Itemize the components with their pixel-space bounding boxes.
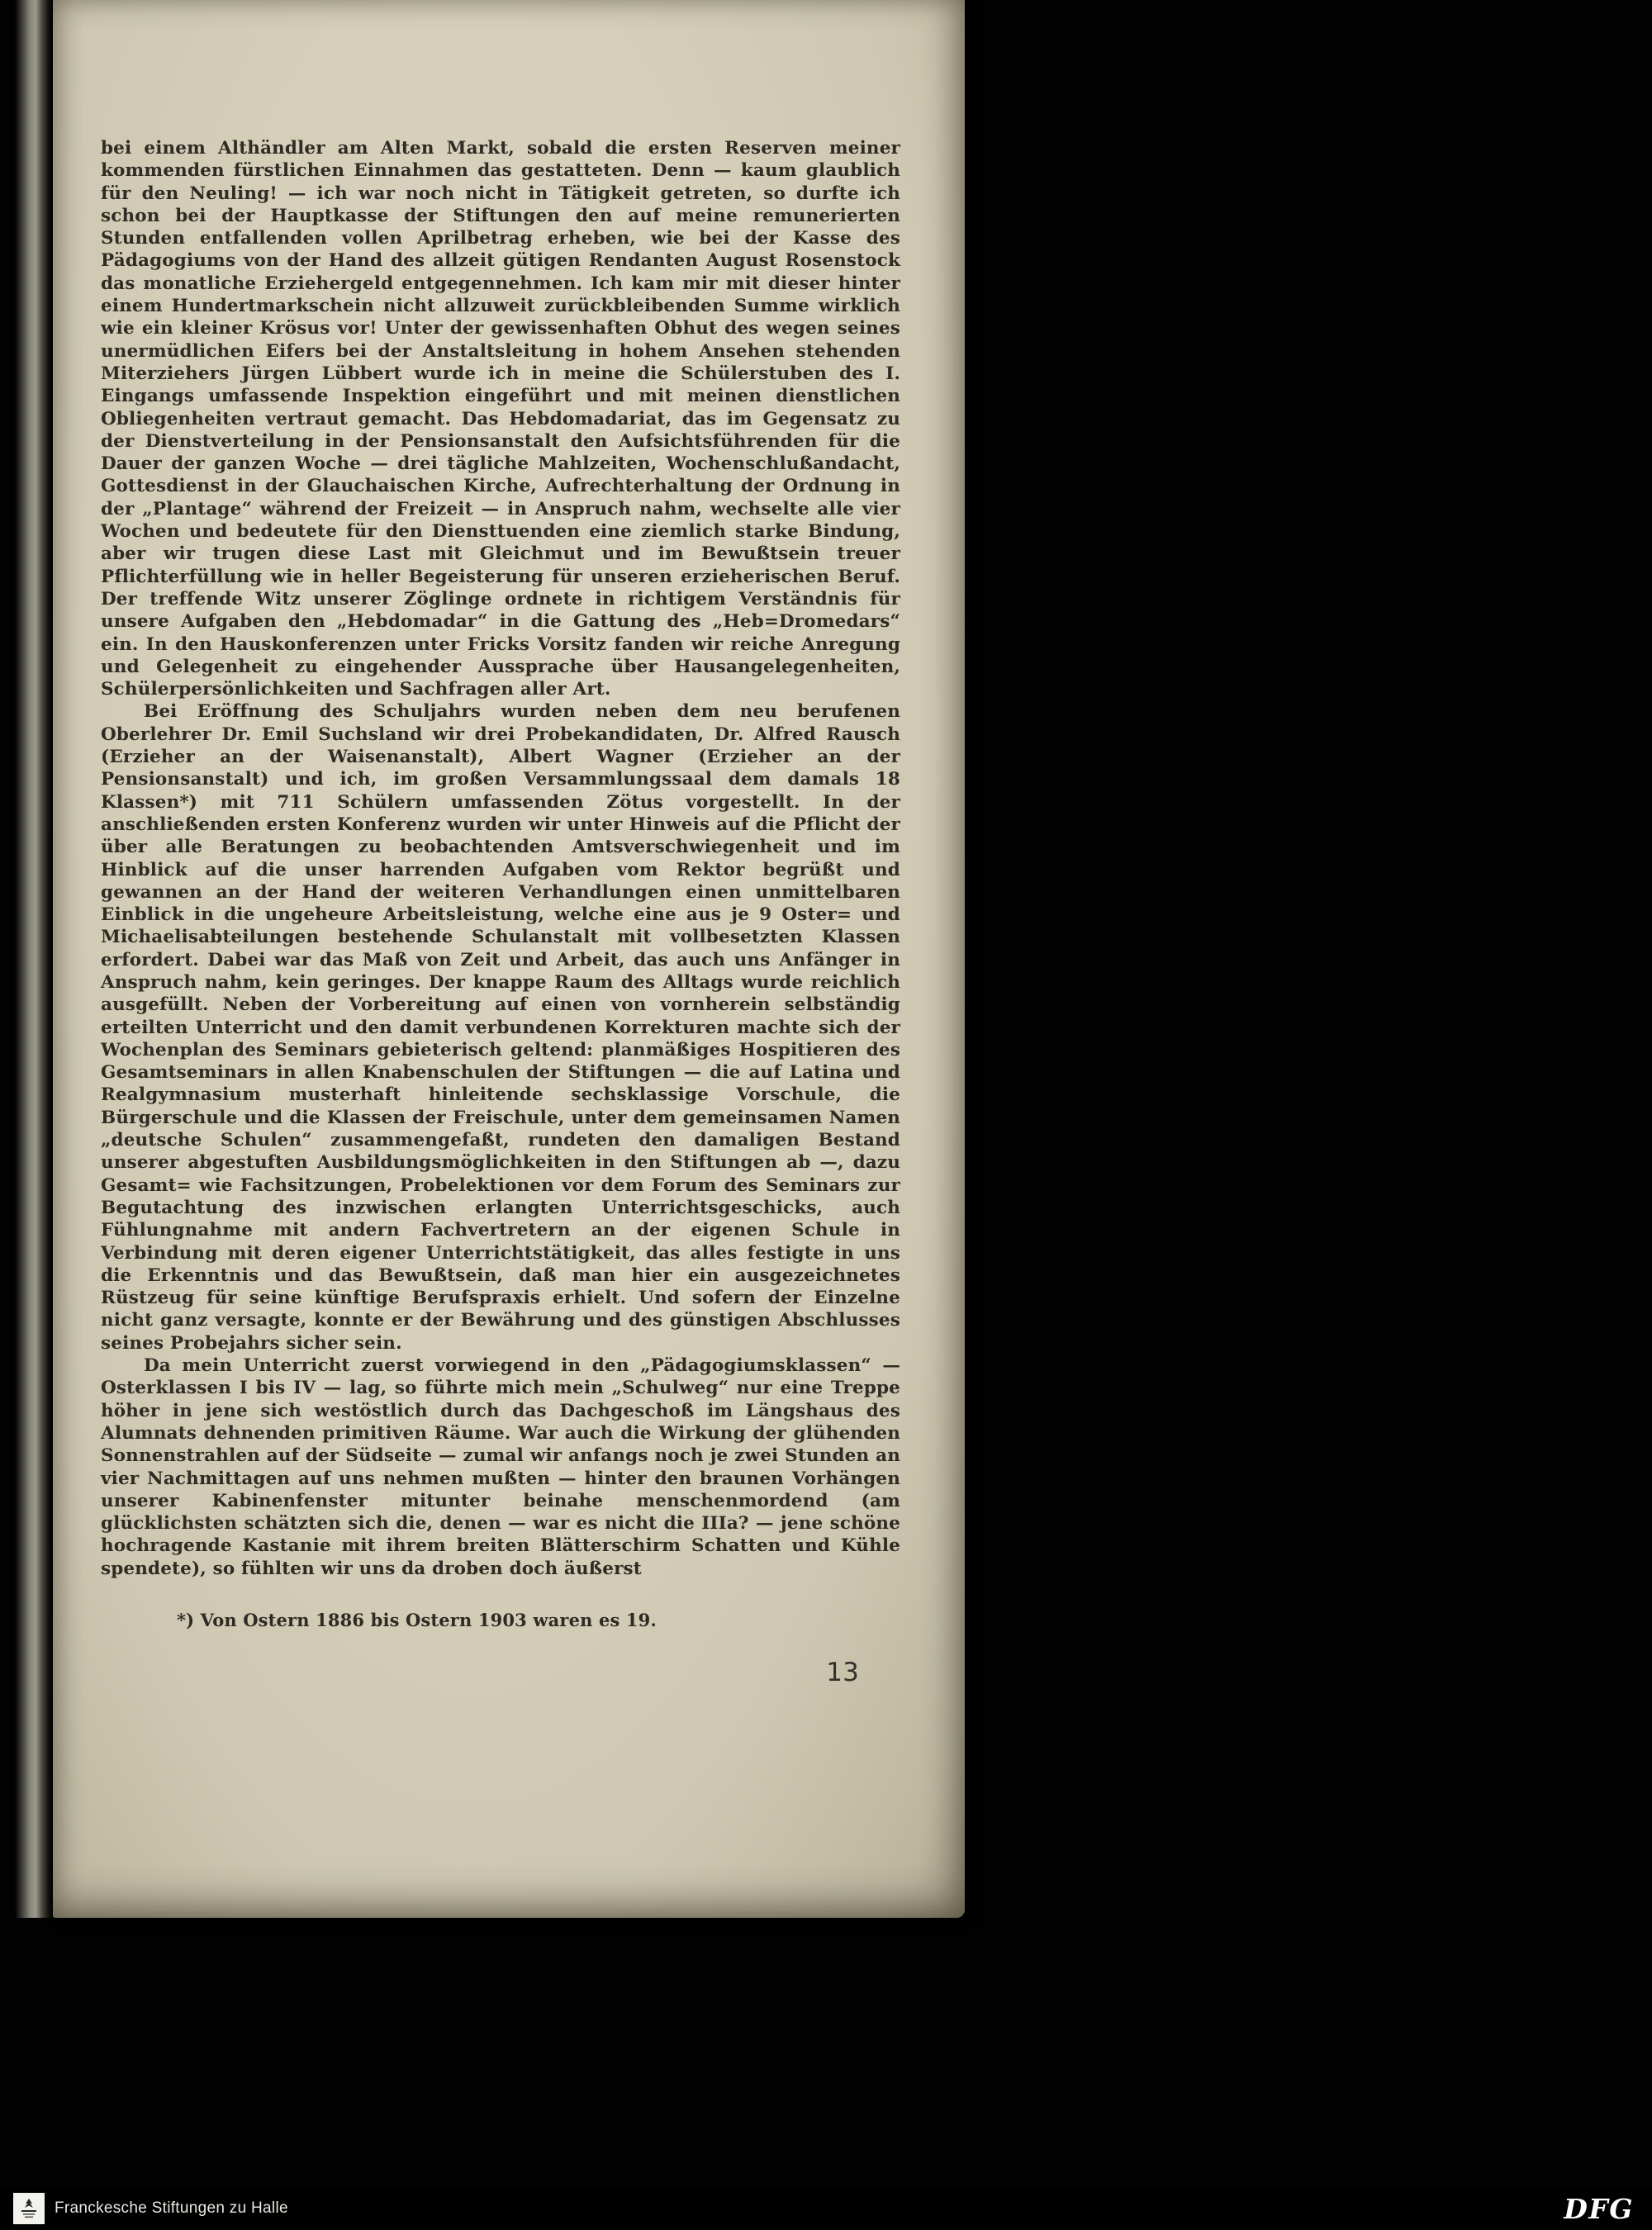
body-paragraph: Da mein Unterricht zuerst vorwiegend in den „Pädagogiumsklassen“ — Osterklassen I bis IV — lag, so führte mich mein „Schulweg“ nur eine Treppe höher in jene sich westöstlich durch das Dachgeschoß im Längshaus des Alumnats dehnenden primitiven Räume. War auch die Wirkung der glühenden Sonnenstrahlen auf der Südseite — zumal wir anfangs noch je zwei Stunden an vier Nachmittagen auf uns nehmen mußten — hinter den braunen Vorhängen unserer Kabinenfenster mitunter beinahe menschenmordend (am glücklichsten schätzten sich die, denen — war es nicht die IIIa? — jene schöne hochragende Kastanie mit ihrem breiten Blätterschirm Schatten und Kühle spendete), so fühlten wir uns da droben doch äußerst (101, 1355, 900, 1579)
viewer-footer-bar (0, 2187, 1652, 2230)
page-text-block (53, 0, 965, 1689)
dfg-logo: DFG (1564, 2192, 1634, 2225)
footnote: *) Von Ostern 1886 bis Ostern 1903 waren es 19. (177, 1610, 657, 1630)
scanned-page (53, 0, 965, 1918)
francke-stiftungen-logo (13, 2193, 45, 2224)
book-gutter-edge (15, 0, 53, 1918)
body-paragraph: Bei Eröffnung des Schuljahrs wurden neben dem neu berufenen Oberlehrer Dr. Emil Suchsland wir drei Probekandidaten, Dr. Alfred Rausch (Erzieher an der Waisenanstalt), Albert Wagner (Erzieher an der Pensionsanstalt) und ich, im großen Versammlungssaal dem damals 18 Klassen*) mit 711 Schülern umfassenden Zötus vorgestellt. In der anschließenden ersten Konferenz wurden wir unter Hinweis auf die Pflicht der über alle Beratungen zu beobachtenden Amtsverschwiegenheit und im Hinblick auf die unser harrenden Aufgaben vom Rektor begrüßt und gewannen an der Hand der weiteren Verhandlungen einen unmittelbaren Einblick in die ungeheure Arbeitsleistung, welche eine aus je 9 Oster= und Michaelisabteilungen bestehende Schulanstalt mit vollbesetzten Klassen erfordert. Dabei war das Maß von Zeit und Arbeit, das auch uns Anfänger in Anspruch nahm, kein geringes. Der knappe Raum des Alltags wurde reichlich ausgefüllt. Neben der Vorbereitung auf einen von vornherein selbständig erteilten Unterricht und den damit verbundenen Korrekturen machte sich der Wochenplan des Seminars gebieterisch geltend: planmäßiges Hospitieren des Gesamtseminars in allen Knabenschulen der Stiftungen — die auf Latina und Realgymnasium musterhaft hinleitende sechsklassige Vorschule, die Bürgerschule und die Klassen der Freischule, unter dem gemeinsamen Namen „deutsche Schulen“ zusammengefaßt, rundeten den damaligen Bestand unserer abgestuften Ausbildungsmöglichkeiten in den Stiftungen ab —, dazu Gesamt= wie Fachsitzungen, Probelektionen vor dem Forum des Seminars zur Begutachtung des inzwischen erlangten Unterrichtsgeschicks, auch Fühlungnahme mit andern Fachvertretern an der eigenen Schule in Verbindung mit deren eigener Unterrichtstätigkeit, das alles festigte in uns die Erkenntnis und das Bewußtsein, daß man hier ein ausgezeichnetes Rüstzeug für seine künftige Berufspraxis erhielt. Und sofern der Einzelne nicht ganz versagte, konnte er der Bewährung und des günstigen Abschlusses seines Probejahrs sicher sein. (101, 701, 900, 1354)
body-paragraph: bei einem Althändler am Alten Markt, sobald die ersten Reserven meiner kommenden fürstlichen Einnahmen das gestatteten. Denn — kaum glaublich für den Neuling! — ich war noch nicht in Tätigkeit getreten, so durfte ich schon bei der Hauptkasse der Stiftungen den auf meine remunerierten Stunden entfallenden vollen Aprilbetrag erheben, wie bei der Kasse des Pädagogiums von der Hand des allzeit gütigen Rendanten August Rosenstock das monatliche Erziehergeld entgegennehmen. Ich kam mir mit dieser hinter einem Hundertmarkschein nicht allzuweit zurückbleibenden Summe wirklich wie ein kleiner Krösus vor! Unter der gewissenhaften Obhut des wegen seines unermüdlichen Eifers bei der Anstaltsleitung in hohem Ansehen stehenden Miterziehers Jürgen Lübbert wurde ich in meine die Schülerstuben des I. Eingangs umfassende Inspektion eingeführt und mit meinen dienstlichen Obliegenheiten vertraut gemacht. Das Hebdomadariat, das im Gegensatz zu der Dienstverteilung in der Pensionsanstalt den Aufsichtsführenden für die Dauer der ganzen Woche — drei tägliche Mahlzeiten, Wochenschlußandacht, Gottesdienst in der Glauchaischen Kirche, Aufrechterhaltung der Ordnung in der „Plantage“ während der Freizeit — in Anspruch nahm, wechselte alle vier Wochen und bedeutete für den Diensttuenden eine ziemlich starke Bindung, aber wir trugen diese Last mit Gleichmut und im Bewußtsein treuer Pflichterfüllung wie in heller Begeisterung für unseren erzieherischen Beruf. Der treffende Witz unserer Zöglinge ordnete in richtigem Verständnis für unsere Aufgaben den „Hebdomadar“ in die Gattung des „Heb=Dromedars“ ein. In den Hauskonferenzen unter Fricks Vorsitz fanden wir reiche Anregung und Gelegenheit zu eingehender Aussprache über Hausangelegenheiten, Schülerpersönlichkeiten und Sachfragen aller Art. (101, 138, 900, 700)
page-number: 13 (826, 1657, 859, 1687)
footer-institution-label: Franckesche Stiftungen zu Halle (55, 2199, 288, 2217)
footer-brand (13, 2193, 288, 2224)
